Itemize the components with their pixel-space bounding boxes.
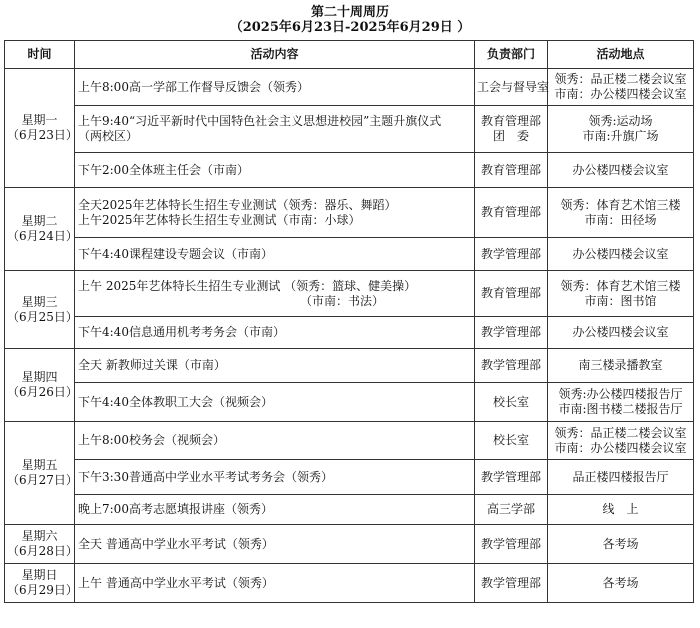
- location-line: 领秀:办公楼四楼报告厅: [558, 387, 683, 401]
- column-header-content: 活动内容: [75, 41, 475, 69]
- location-cell: [548, 383, 694, 422]
- table-header-row: [5, 41, 694, 69]
- table-row: [5, 564, 694, 603]
- department-cell: [475, 383, 548, 422]
- weekday-label: 星期四: [21, 370, 58, 384]
- activity-line: 上午2025年艺体特长生招生专业测试（市南：小球）: [78, 212, 361, 227]
- activity-content-cell: [75, 564, 475, 603]
- activity-content-cell: [75, 317, 475, 349]
- activity-content-cell: [75, 188, 475, 238]
- date-label: （6月26日）: [7, 385, 78, 399]
- location-line: 各考场: [602, 575, 639, 590]
- location-line: 品正楼四楼报告厅: [572, 469, 669, 484]
- activity-line: 上午9:40“习近平新时代中国特色社会主义思想进校园”主题升旗仪式: [78, 114, 442, 128]
- location-line: 领秀：体育艺术馆三楼: [560, 197, 681, 212]
- department-cell: [475, 564, 548, 603]
- department-line: 团 委: [492, 129, 529, 143]
- activity-line: 晚上7:00高考志愿填报讲座（领秀）: [78, 502, 273, 516]
- day-cell: [5, 271, 78, 349]
- column-header-time: 时间: [5, 41, 75, 69]
- location-cell: [548, 271, 694, 317]
- date-range: （2025年6月23日-2025年6月29日 ）: [229, 20, 471, 35]
- location-line: 线 上: [602, 502, 639, 516]
- activity-line: 上午 普通高中学业水平考试（领秀）: [78, 575, 274, 590]
- table-row: [5, 238, 694, 271]
- location-line: 市南：办公楼四楼会议室: [554, 87, 687, 101]
- location-cell: [548, 349, 694, 383]
- activity-line: 全天 新教师过关课（市南）: [78, 358, 226, 372]
- activity-content-cell: [75, 153, 475, 188]
- table-row: [5, 525, 694, 564]
- department-line: 教学管理部: [480, 575, 541, 590]
- department-line: 教学管理部: [480, 536, 541, 551]
- activity-content-cell: [75, 106, 475, 153]
- department-line: 教育管理部: [480, 114, 541, 128]
- activity-line: 下午4:40信息通用机考考务会（市南）: [78, 325, 285, 339]
- weekday-label: 星期一: [21, 113, 58, 127]
- department-line: 教育管理部: [480, 286, 541, 300]
- table-row: [5, 317, 694, 349]
- date-label: （6月24日）: [7, 229, 78, 243]
- date-label: （6月25日）: [7, 309, 78, 324]
- weekly-calendar-table: [4, 40, 694, 603]
- day-cell: [5, 69, 78, 188]
- table-body: [5, 69, 694, 603]
- department-line: 教育管理部: [480, 205, 541, 219]
- department-cell: [475, 69, 548, 106]
- activity-line: （两校区）: [78, 129, 139, 143]
- activity-content-cell: [75, 69, 475, 106]
- date-label: （6月29日）: [7, 583, 78, 597]
- table-row: [5, 106, 694, 153]
- department-cell: [475, 238, 548, 271]
- department-cell: [475, 422, 548, 460]
- activity-line: 全天 普通高中学业水平考试（领秀）: [78, 536, 274, 551]
- location-line: 市南:升旗广场: [582, 129, 659, 143]
- department-cell: [475, 460, 548, 495]
- weekday-label: 星期二: [21, 214, 58, 228]
- department-line: 校长室: [492, 394, 529, 409]
- department-line: 教学管理部: [480, 358, 541, 372]
- department-cell: [475, 495, 548, 525]
- location-cell: [548, 317, 694, 349]
- department-cell: [475, 188, 548, 238]
- department-cell: [475, 271, 548, 317]
- activity-content-cell: [75, 383, 475, 422]
- day-cell: [5, 525, 78, 564]
- activity-line: 上午 2025年艺体特长生招生专业测试 （领秀：篮球、健美操）: [78, 278, 417, 293]
- date-label: （6月23日）: [7, 128, 78, 142]
- weekday-label: 星期三: [21, 294, 58, 309]
- table-row: [5, 383, 694, 422]
- location-line: 南三楼录播教室: [578, 358, 663, 372]
- column-header-place: 活动地点: [548, 41, 694, 69]
- activity-line: （市南：书法）: [78, 293, 385, 308]
- department-cell: [475, 106, 548, 153]
- activity-line: 下午4:40课程建设专题会议（市南）: [78, 246, 273, 261]
- activity-content-cell: [75, 525, 475, 564]
- page-title: [0, 0, 700, 40]
- location-line: 市南：图书馆: [584, 293, 657, 308]
- location-cell: [548, 564, 694, 603]
- location-line: 领秀：品正楼二楼会议室: [554, 72, 687, 86]
- department-line: 校长室: [492, 433, 529, 447]
- table-row: [5, 153, 694, 188]
- department-line: 教育管理部: [480, 162, 541, 177]
- location-cell: [548, 188, 694, 238]
- activity-content-cell: [75, 422, 475, 460]
- location-line: 市南：田径场: [584, 212, 657, 227]
- activity-content-cell: [75, 349, 475, 383]
- location-cell: [548, 106, 694, 153]
- day-cell: [5, 422, 78, 525]
- location-cell: [548, 153, 694, 188]
- location-line: 办公楼四楼会议室: [572, 325, 669, 339]
- department-line: 工会与督导室: [477, 79, 550, 94]
- weekday-label: 星期日: [21, 568, 58, 582]
- department-line: 教学管理部: [480, 246, 541, 261]
- department-line: 教学管理部: [480, 325, 541, 339]
- table-row: [5, 349, 694, 383]
- location-cell: [548, 238, 694, 271]
- location-line: 领秀:运动场: [588, 114, 653, 128]
- location-cell: [548, 422, 694, 460]
- location-cell: [548, 525, 694, 564]
- activity-content-cell: [75, 271, 475, 317]
- day-cell: [5, 188, 78, 271]
- location-cell: [548, 69, 694, 106]
- activity-line: 下午4:40全体教职工大会（视频会）: [78, 394, 273, 409]
- activity-content-cell: [75, 238, 475, 271]
- table-row: [5, 495, 694, 525]
- department-cell: [475, 525, 548, 564]
- title-text: 第二十周周历: [310, 5, 389, 20]
- date-label: （6月27日）: [7, 473, 78, 487]
- department-cell: [475, 317, 548, 349]
- table-row: [5, 271, 694, 317]
- location-line: 市南:图书楼二楼报告厅: [558, 402, 683, 416]
- location-line: 市南：办公楼四楼会议室: [554, 440, 687, 455]
- department-line: 教学管理部: [480, 469, 541, 484]
- location-cell: [548, 460, 694, 495]
- table-row: [5, 460, 694, 495]
- weekday-label: 星期五: [21, 458, 58, 472]
- table-row: [5, 188, 694, 238]
- location-line: 办公楼四楼会议室: [572, 162, 669, 177]
- location-cell: [548, 495, 694, 525]
- day-cell: [5, 564, 78, 603]
- activity-line: 全天2025年艺体特长生招生专业测试（领秀：器乐、舞蹈）: [78, 197, 397, 212]
- column-header-dept: 负责部门: [475, 41, 548, 69]
- day-cell: [5, 349, 78, 422]
- activity-content-cell: [75, 495, 475, 525]
- department-cell: [475, 349, 548, 383]
- location-line: 领秀：品正楼二楼会议室: [554, 425, 687, 440]
- activity-content-cell: [75, 460, 475, 495]
- department-line: 高三学部: [486, 502, 535, 516]
- activity-line: 下午3:30普通高中学业水平考试考务会（领秀）: [78, 469, 333, 484]
- department-cell: [475, 153, 548, 188]
- date-label: （6月28日）: [7, 544, 78, 558]
- location-line: 各考场: [602, 536, 639, 551]
- activity-line: 下午2:00全体班主任会（市南）: [78, 162, 249, 177]
- location-line: 领秀：体育艺术馆三楼: [560, 278, 681, 293]
- table-row: [5, 422, 694, 460]
- weekday-label: 星期六: [21, 529, 58, 543]
- location-line: 办公楼四楼会议室: [572, 246, 669, 261]
- activity-line: 上午8:00高一学部工作督导反馈会（领秀）: [78, 79, 309, 94]
- activity-line: 上午8:00校务会（视频会）: [78, 433, 225, 447]
- table-row: [5, 69, 694, 106]
